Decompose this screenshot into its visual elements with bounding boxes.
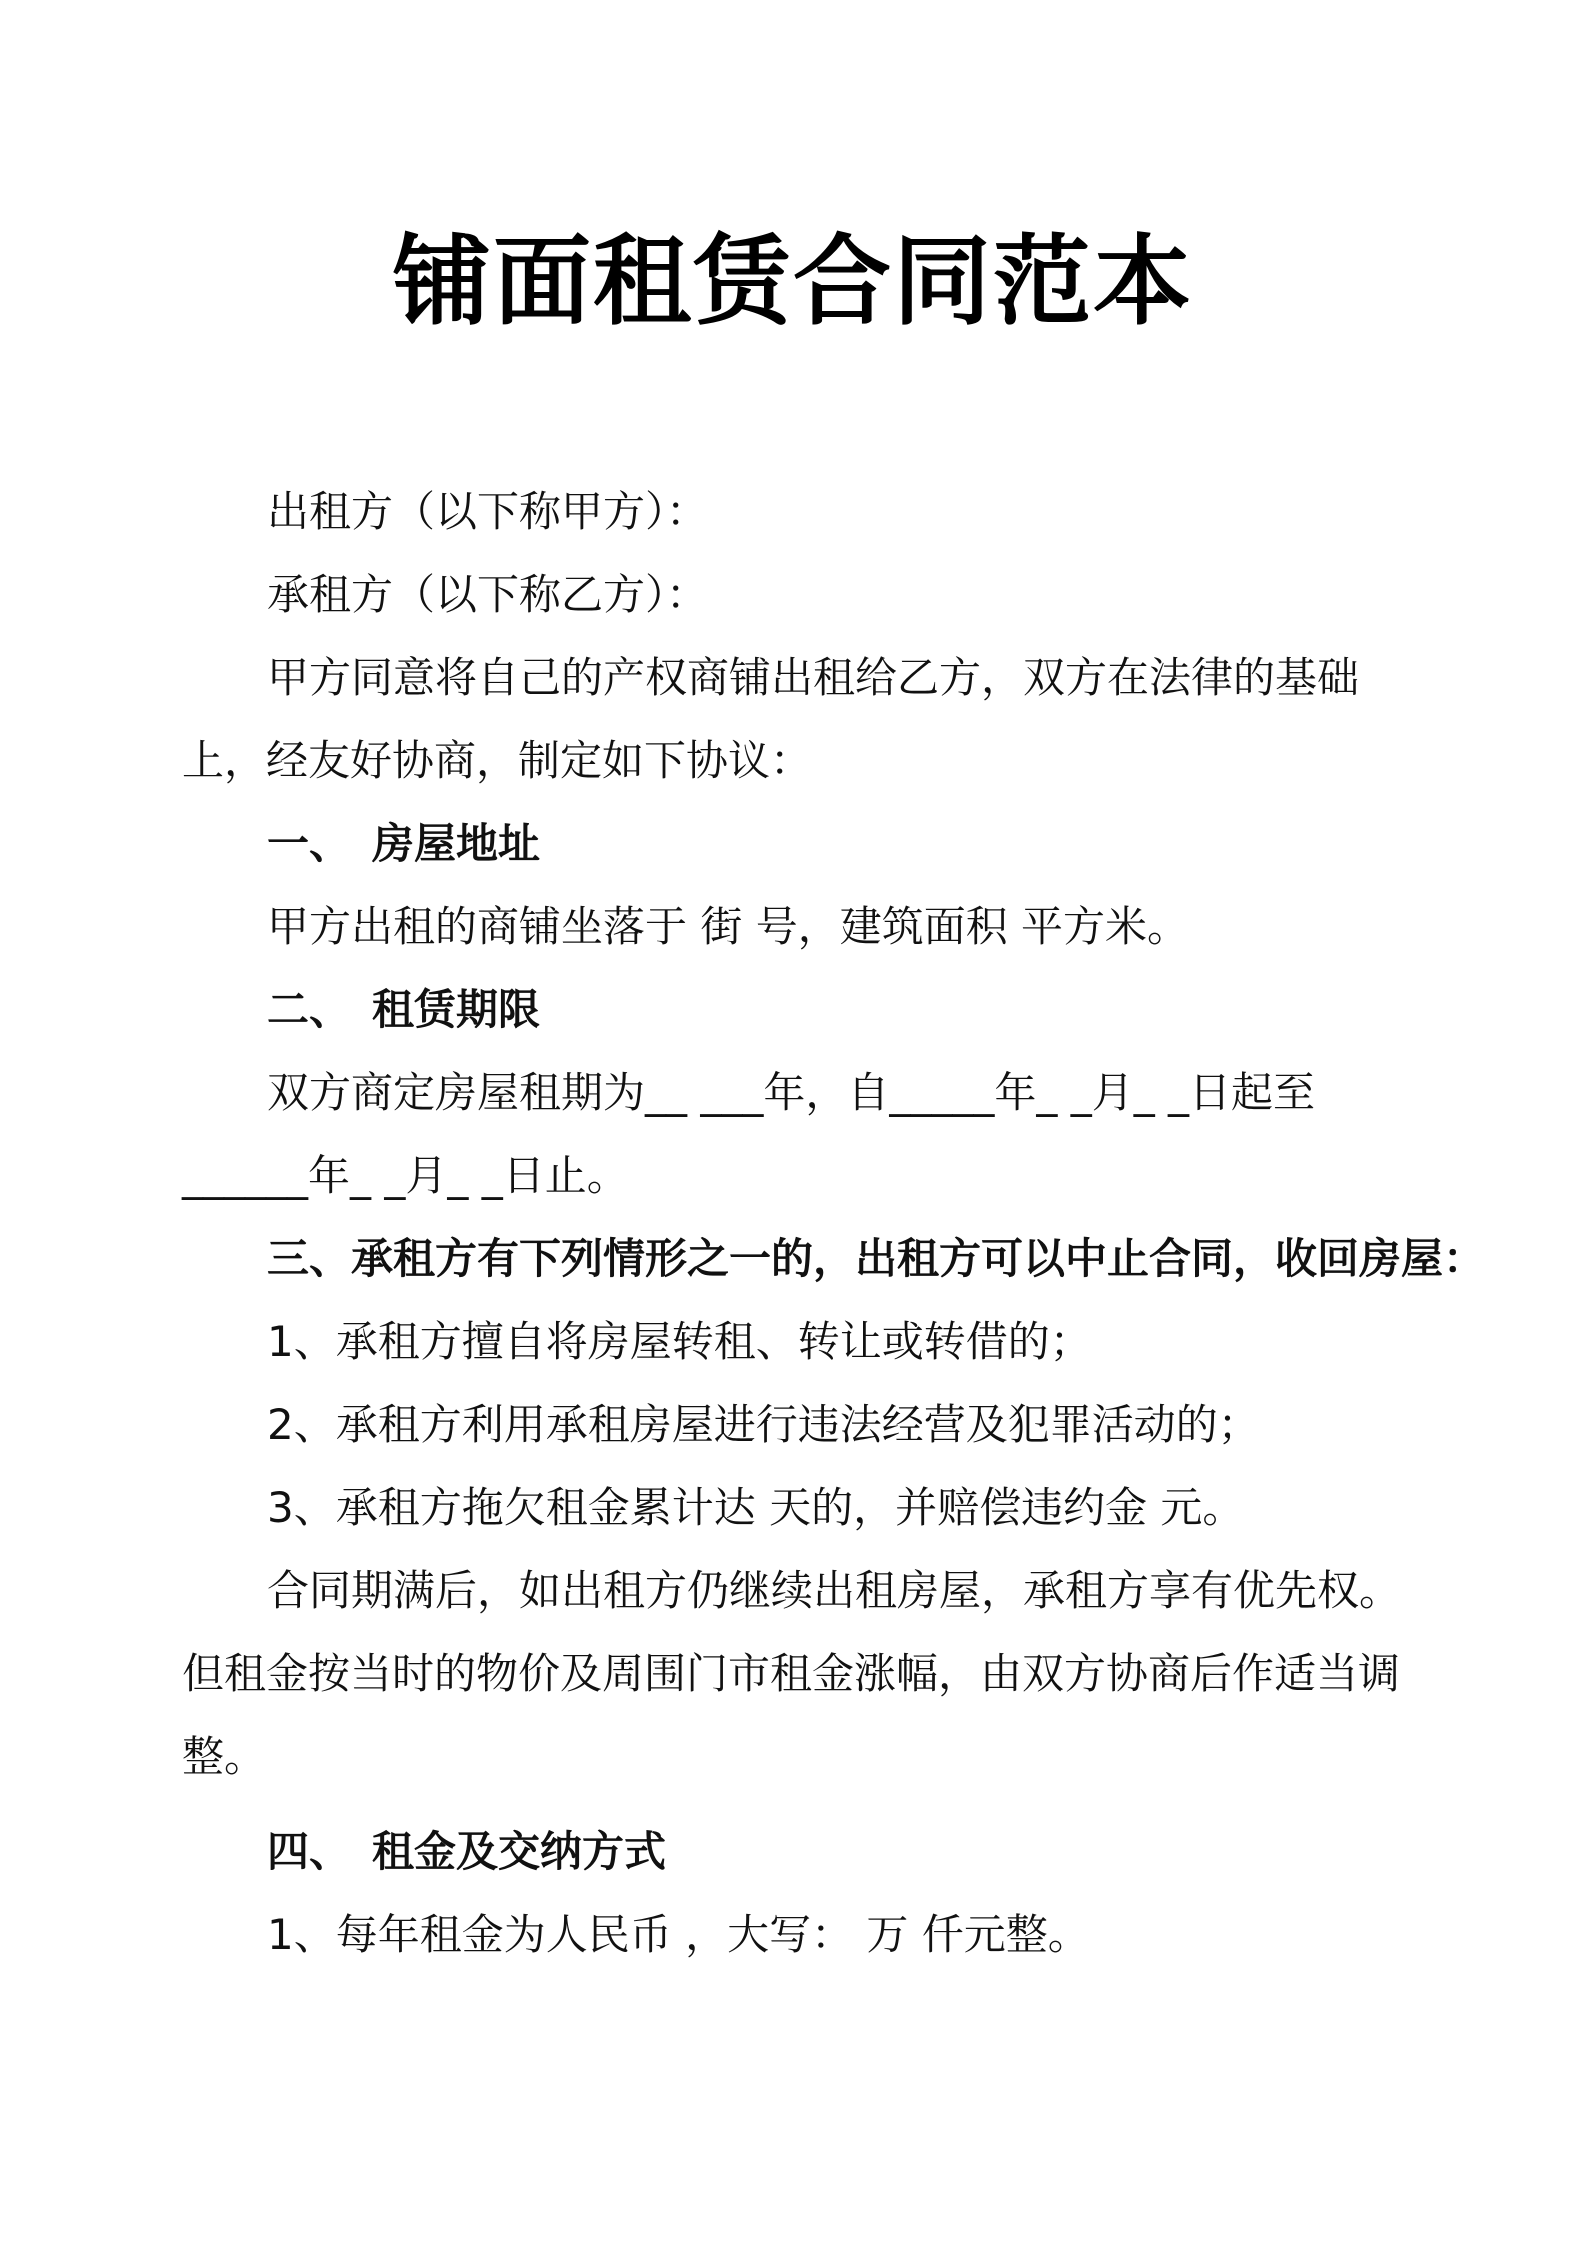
section-title: 租赁期限	[372, 985, 541, 1034]
termination-item-3: 3、承租方拖欠租金累计达 天的，并赔偿违约金 元。	[267, 1483, 1245, 1532]
section-heading-term	[182, 968, 1412, 1051]
term-paragraph-line-2: ______年_ _月_ _日止。	[182, 1151, 629, 1200]
term-paragraph-line-1: 双方商定房屋租期为__ ___年，自_____年_ _月_ _日起至	[267, 1068, 1316, 1117]
section-heading-address	[182, 802, 1412, 885]
section-number: 二、	[267, 985, 352, 1034]
section-title: 房屋地址	[372, 819, 541, 868]
renewal-paragraph-line-3: 整。	[182, 1732, 267, 1781]
rent-item-1: 1、每年租金为人民币 ，大写： 万 仟元整。	[267, 1910, 1090, 1959]
renewal-paragraph-line-1: 合同期满后，如出租方仍继续出租房屋，承租方享有优先权。	[267, 1566, 1402, 1615]
address-paragraph: 甲方出租的商铺坐落于 街 号，建筑面积 平方米。	[267, 902, 1190, 951]
termination-item-1: 1、承租方擅自将房屋转租、转让或转借的；	[267, 1317, 1092, 1366]
section-number: 四、	[267, 1827, 352, 1876]
termination-item-2: 2、承租方利用承租房屋进行违法经营及犯罪活动的；	[267, 1400, 1260, 1449]
intro-paragraph-line-1: 甲方同意将自己的产权商铺出租给乙方，双方在法律的基础	[267, 653, 1360, 702]
section-title: 租金及交纳方式	[372, 1827, 667, 1876]
section-heading-rent	[182, 1810, 1412, 1893]
lessee-line: 承租方（以下称乙方）：	[267, 570, 709, 619]
document-body	[182, 470, 1486, 1976]
intro-paragraph-line-2: 上，经友好协商，制定如下协议：	[182, 736, 813, 785]
section-heading-termination: 三、承租方有下列情形之一的，出租方可以中止合同，收回房屋：	[267, 1234, 1486, 1283]
document-title: 铺面租赁合同范本	[392, 225, 1193, 339]
renewal-paragraph-line-2: 但租金按当时的物价及周围门市租金涨幅，由双方协商后作适当调	[182, 1649, 1401, 1698]
section-number: 一、	[267, 819, 352, 868]
lessor-line: 出租方（以下称甲方）：	[267, 487, 709, 536]
